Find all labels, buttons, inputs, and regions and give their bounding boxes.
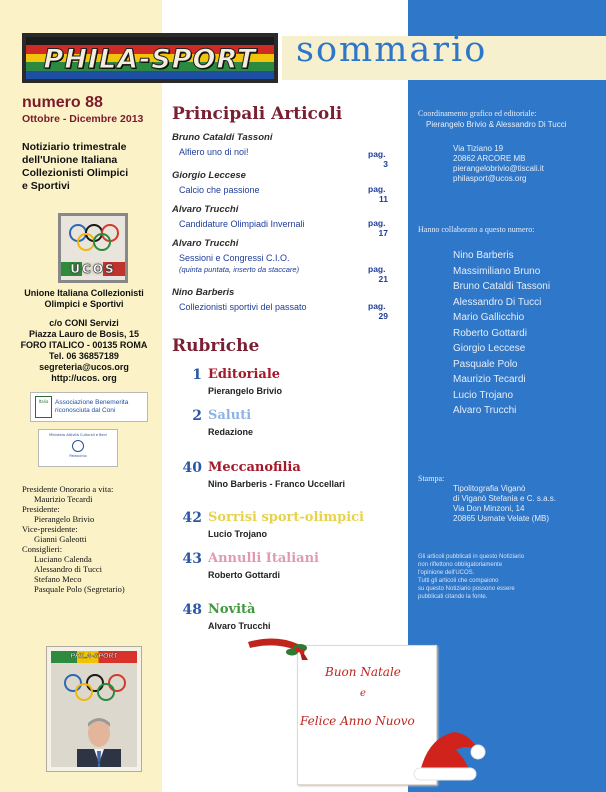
page-number: 17 [378, 228, 388, 238]
tagline-line: Collezionisti Olimpici [22, 167, 129, 179]
board-name: Maurizio Tecardi [34, 494, 93, 504]
olympic-rings-icon [66, 220, 122, 258]
print-label: Stampa: [418, 474, 445, 483]
page-title: sommario [296, 30, 488, 70]
org-address-line: Piazza Lauro de Bosis, 15 [28, 329, 140, 339]
rubrica-page: 48 [182, 602, 202, 618]
collaborator-name: Lucio Trojano [453, 389, 514, 401]
cover-foot: PHILA-SPORT 88 [79, 761, 109, 765]
article-page [368, 218, 404, 238]
printer-line: di Viganò Stefania e C. s.a.s. [453, 494, 557, 503]
organization-block [10, 288, 158, 384]
rubrica-title: Saluti [208, 408, 252, 423]
issue-info [22, 94, 143, 125]
rubriche-heading: Rubriche [172, 336, 260, 356]
collaborator-name: Alessandro Di Tucci [453, 296, 542, 308]
cover-head: PHILA-SPORT [51, 651, 137, 663]
cover-thumbnail [47, 647, 141, 771]
page-number: 29 [378, 311, 388, 321]
article-author: Bruno Cataldi Tassoni [172, 132, 273, 143]
disclaimer-line: non riflettono obbligatoriamente [418, 562, 503, 568]
article-page [368, 264, 404, 284]
address-line: 20862 ARCORE MB [453, 154, 526, 163]
ucos-logo [58, 213, 128, 283]
article-author: Giorgio Leccese [172, 170, 246, 181]
rubrica-page: 43 [182, 551, 202, 567]
badge-assoc-line: Associazione Benemerita [55, 399, 129, 406]
rubrica-page: 40 [182, 460, 202, 476]
disclaimer-line: Gli articoli pubblicati in questo Notiziario [418, 554, 525, 560]
page-label: pag. [368, 264, 386, 274]
page-label: pag. [368, 184, 386, 194]
rubrica-author: Redazione [208, 427, 254, 437]
org-name-line: Unione Italiana Collezionisti [24, 288, 144, 298]
italia-emblem-icon: Italia [35, 396, 52, 418]
email-link[interactable]: pierangelobrivio@tiscali.it [453, 164, 544, 173]
disclaimer-line: l'opinione dell'UCOS. [418, 570, 475, 576]
rubrica-title: Annulli Italiani [208, 551, 319, 566]
article-page [368, 149, 404, 169]
ministry-seal-icon [72, 440, 84, 452]
badge-assoc-line: riconosciuta dal Coni [55, 407, 116, 414]
board-name: Pasquale Polo (Segretario) [34, 584, 125, 594]
coordination-label: Coordinamento grafico ed editoriale: [418, 109, 537, 118]
collaborators-list [453, 248, 550, 419]
article-item[interactable] [172, 132, 404, 169]
article-page [368, 301, 404, 321]
page-label: pag. [368, 149, 386, 159]
rubrica-page: 1 [192, 367, 202, 383]
collaborator-name: Nino Barberis [453, 250, 514, 261]
rubrica-item[interactable] [172, 602, 402, 632]
olympic-rings-icon [55, 673, 135, 703]
coordination-names: Pierangelo Brivio & Alessandro Di Tucci [426, 120, 567, 129]
disclaimer-line: pubblicati citando la fonte. [418, 594, 488, 600]
org-address-line: FORO ITALICO - 00135 ROMA [20, 340, 148, 350]
principali-heading: Principali Articoli [172, 104, 343, 124]
article-title: Calcio che passione [179, 185, 260, 195]
logo-text: PHILA-SPORT [43, 44, 257, 75]
page-label: pag. [368, 301, 386, 311]
rubrica-author: Alvaro Trucchi [208, 621, 271, 631]
rubrica-title: Novità [208, 602, 256, 617]
rubrica-author: Roberto Gottardi [208, 570, 280, 580]
rubrica-item[interactable] [172, 551, 402, 581]
article-item[interactable] [172, 204, 404, 238]
ministry-line: Patrocinio [69, 454, 87, 458]
article-page [368, 184, 404, 204]
page-number: 3 [383, 159, 388, 169]
ministry-badge [38, 429, 118, 467]
article-item[interactable] [172, 238, 404, 284]
collaborators-label: Hanno collaborato a questo numero: [418, 225, 535, 234]
rubrica-title: Meccanofilia [208, 460, 301, 475]
holly-ribbon-icon [246, 630, 326, 670]
rubrica-item[interactable] [172, 460, 402, 490]
rubrica-item[interactable] [172, 367, 402, 397]
board-list [22, 484, 125, 594]
printer-line: Via Don Minzoni, 14 [453, 504, 525, 513]
article-title: Collezionisti sportivi del passato [179, 302, 307, 312]
disclaimer-line: Tutti gli articoli che compaiono [418, 578, 499, 584]
article-item[interactable] [172, 170, 404, 204]
article-subtitle: (quinta puntata, inserto da staccare) [179, 265, 300, 274]
org-email[interactable]: segreteria@ucos.org [39, 362, 129, 372]
rubrica-author: Nino Barberis - Franco Uccellari [208, 479, 346, 489]
org-address-line: Tel. 06 36857189 [49, 351, 119, 361]
ministry-title: Ministero Attività Culturali e Beni [49, 433, 107, 437]
collaborator-name: Mario Gallicchio [453, 312, 525, 323]
page-number: 11 [379, 194, 388, 204]
board-name: Luciano Calenda [34, 554, 92, 564]
tagline-line: dell'Unione Italiana [22, 154, 118, 166]
santa-hat-icon [408, 724, 488, 788]
article-title: Sessioni e Congressi C.I.O. [179, 253, 290, 263]
xmas-greeting-line: Felice Anno Nuovo [300, 714, 415, 728]
editor-address [453, 144, 544, 184]
issue-number: numero 88 [22, 94, 103, 111]
coni-association-badge [30, 392, 148, 422]
board-role: Vice-presidente: [22, 524, 78, 534]
board-role: Consiglieri: [22, 544, 63, 554]
ucos-text [61, 262, 125, 276]
xmas-greeting-line: Buon Natale [325, 665, 401, 679]
collaborator-name: Alvaro Trucchi [453, 405, 517, 416]
collaborator-name: Bruno Cataldi Tassoni [453, 281, 551, 292]
disclaimer [418, 553, 524, 601]
printer-line: Tipolitografia Viganò [453, 484, 526, 493]
article-title: Candidature Olimpiadi Invernali [179, 219, 305, 229]
rubrica-title: Editoriale [208, 367, 281, 382]
ucos-label: UCOS [70, 262, 116, 276]
board-role: Presidente: [22, 504, 60, 514]
xmas-greeting-line: e [360, 688, 366, 699]
article-author: Nino Barberis [172, 287, 235, 298]
rubrica-author: Pierangelo Brivio [208, 386, 283, 396]
rubrica-page: 2 [192, 408, 202, 424]
org-website[interactable]: http://ucos. org [51, 373, 117, 383]
org-name-line: Olimpici e Sportivi [44, 299, 124, 309]
article-title: Alfiero uno di noi! [179, 147, 249, 157]
rubrica-author: Lucio Trojano [208, 529, 268, 539]
collaborator-name: Pasquale Polo [453, 358, 518, 370]
tagline-line: Notiziario trimestrale [22, 141, 127, 153]
org-address-line: c/o CONI Servizi [49, 318, 119, 328]
article-item[interactable] [172, 287, 404, 321]
issue-date: Ottobre - Dicembre 2013 [22, 113, 144, 125]
rubrica-page: 42 [182, 510, 202, 526]
collaborator-name: Maurizio Tecardi [453, 374, 526, 385]
rubrica-item[interactable] [172, 510, 402, 540]
board-name: Pierangelo Brivio [34, 514, 95, 524]
tagline-line: e Sportivi [22, 180, 70, 192]
rubrica-title: Sorrisi sport-olimpici [208, 510, 364, 525]
collaborator-name: Massimiliano Bruno [453, 265, 541, 277]
article-author: Alvaro Trucchi [172, 204, 239, 215]
board-name: Alessandro di Tucci [34, 564, 102, 574]
tagline [22, 141, 157, 193]
badge-assoc-text [55, 399, 128, 415]
phila-sport-logo [22, 33, 278, 83]
board-name: Stefano Meco [34, 574, 82, 584]
page-number: 21 [378, 274, 388, 284]
disclaimer-line: su questo Notiziario possono essere [418, 586, 515, 592]
collaborator-name: Giorgio Leccese [453, 343, 526, 354]
board-role: Presidente Onorario a vita: [22, 484, 114, 494]
collaborator-name: Roberto Gottardi [453, 327, 527, 339]
rubrica-item[interactable] [172, 408, 402, 438]
printer-line: 20865 Usmate Velate (MB) [453, 514, 550, 523]
address-line: Via Tiziano 19 [453, 144, 504, 153]
board-name: Gianni Galeotti [34, 534, 87, 544]
article-author: Alvaro Trucchi [172, 238, 239, 249]
email-link[interactable]: philasport@ucos.org [453, 174, 527, 183]
page-label: pag. [368, 218, 386, 228]
printer-info [453, 484, 556, 524]
